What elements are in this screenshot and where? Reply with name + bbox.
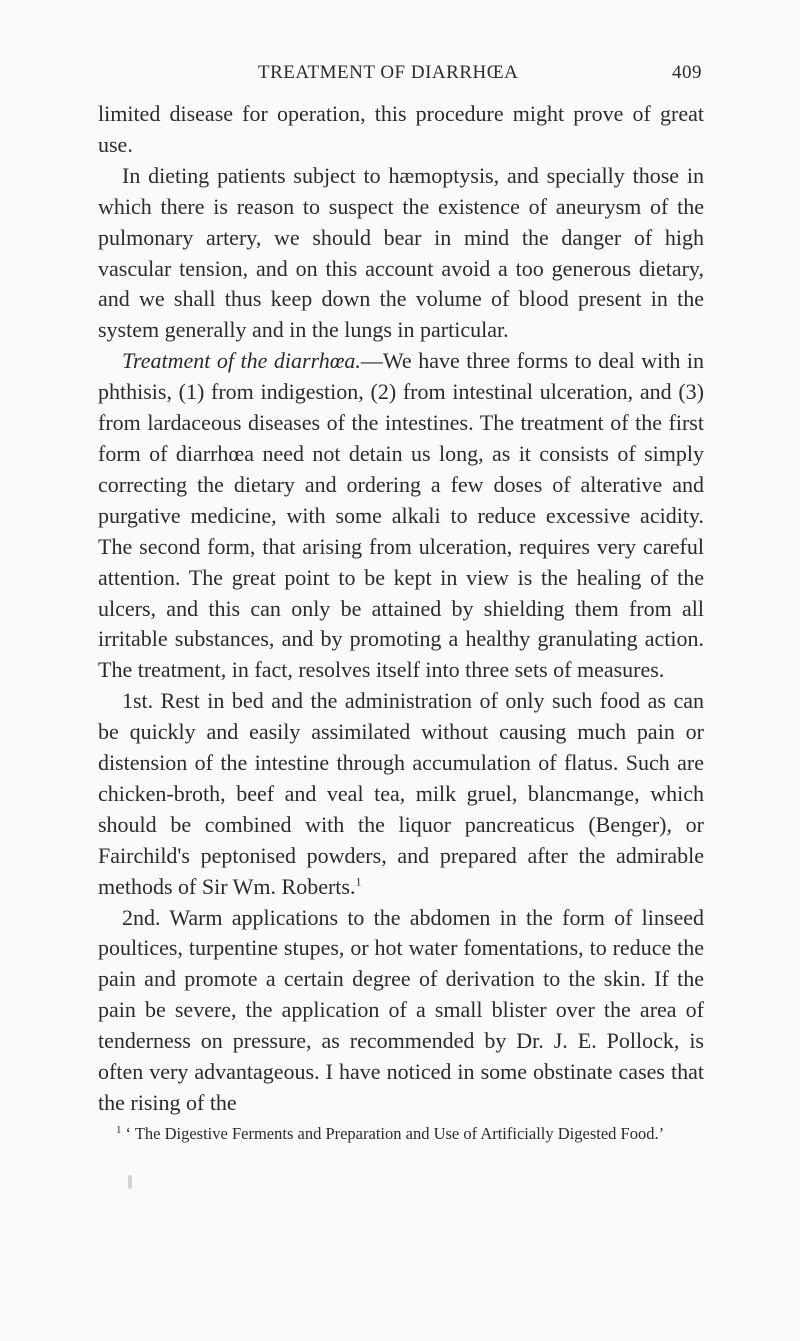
paragraph-diarrhoea-treatment <box>98 346 704 686</box>
paragraph-haemoptysis: In dieting patients subject to hæmoptysis, and specially those in which there is reason to suspect the existence of aneurysm of the pulmonary artery, we should bear in mind the danger of high vascular tension, and on this account avoid a too generous dietary, and we shall thus keep down the volume of blood present in the system generally and in the lungs in particular. <box>98 162 704 343</box>
paragraph-first-measure <box>98 686 704 902</box>
footnote-reference: 1 <box>355 874 362 889</box>
paragraph-text: —We have three forms to deal with in phthisis, (1) from indigestion, (2) from intestinal ulceration, and (3) from lardaceous diseases of the intestines. The treatment of the first form of diarrhœa need not detain us long, as it consists of simply correcting the dietary and ordering a few doses of alterative and purgative medicine, with some alkali to reduce excessive acidity. The second form, that arising from ulceration, requires very careful attention. The great point to be kept in view is the healing of the ulcers, and this can only be attained by shielding them from all irritable substances, and by promoting a healthy granulating action. The treatment, in fact, resolves itself into three sets of measures. <box>98 348 704 683</box>
paragraph-second-measure: 2nd. Warm applications to the abdomen in the form of linseed poultices, turpentine stupes, or hot water fomentations, to reduce the pain and promote a certain degree of derivation to the skin. If the pain be severe, the application of a small blister over the area of tenderness on pressure, as recommended by Dr. J. E. Pollock, is often very advantageous. I have noticed in some obstinate cases that the rising of the <box>98 904 704 1115</box>
paper-speck <box>128 1175 132 1189</box>
body-text <box>98 99 704 1119</box>
paragraph-continuation: limited disease for operation, this procedure might prove of great use. <box>98 101 704 157</box>
running-title: TREATMENT OF DIARRHŒA <box>258 62 519 83</box>
footnote: 1 ‘ The Digestive Ferments and Preparation and Use of Artificially Digested Food.’ <box>116 1123 665 1143</box>
footnote-text: ‘ The Digestive Ferments and Preparation and Use of Artificially Digested Food.’ <box>125 1124 665 1143</box>
running-header <box>258 62 702 92</box>
page-number: 409 <box>672 62 702 83</box>
paragraph-text: 1st. Rest in bed and the administration of only such food as can be quickly and easily assimilated without causing much pain or distension of the intestine through accumulation of flatus. Such are chicken-broth, beef and veal tea, milk gruel, blancmange, which should be combined with the liquor pancreaticus (Benger), or Fairchild's peptonised powders, and prepared after the admirable methods of Sir Wm. Roberts. <box>98 688 704 899</box>
section-heading: Treatment of the diarrhœa. <box>122 348 361 374</box>
